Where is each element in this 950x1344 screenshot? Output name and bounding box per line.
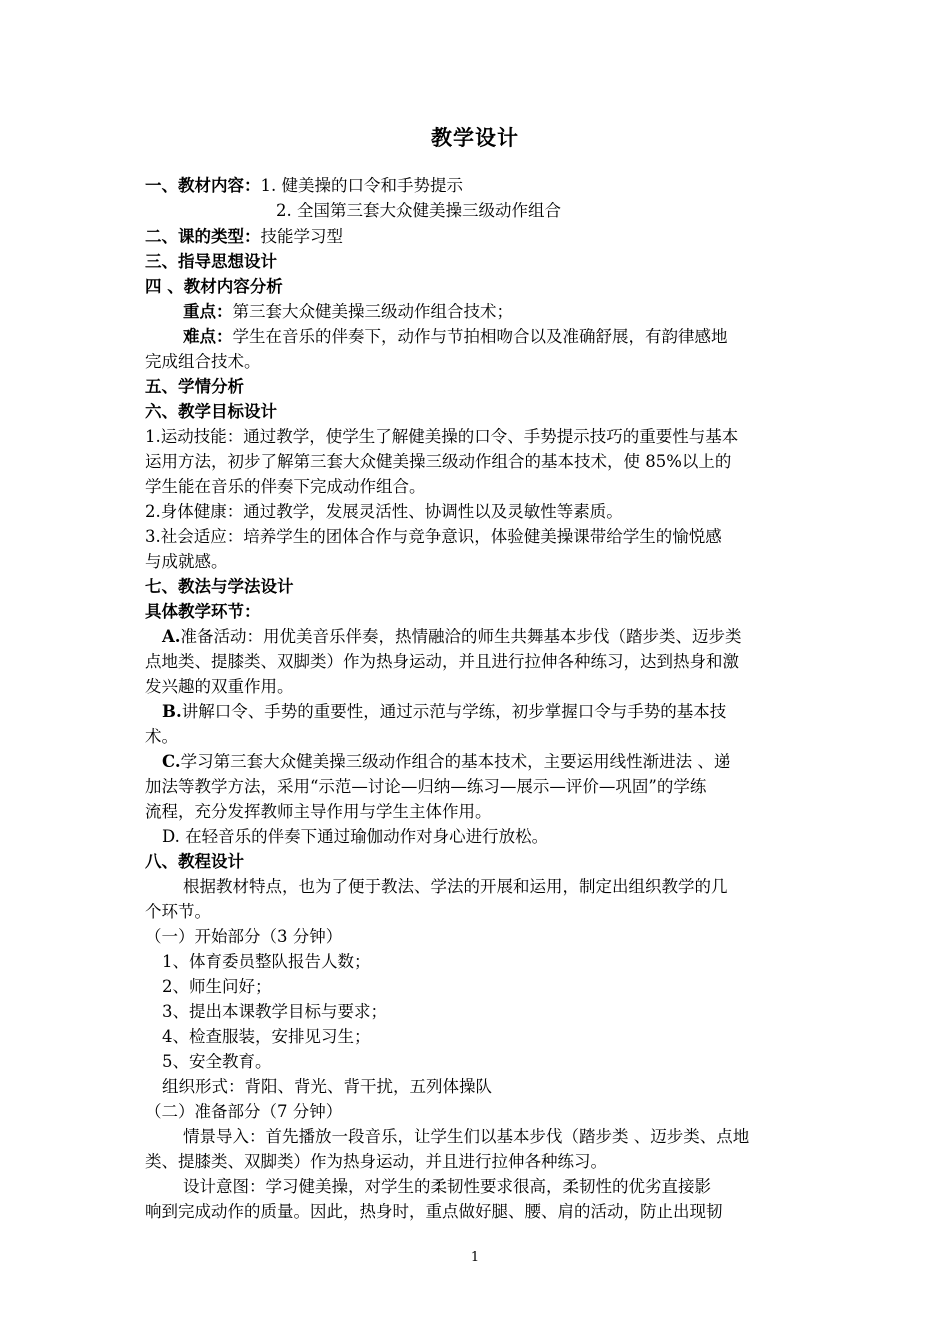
step-b [162, 700, 827, 724]
step-label: C. [162, 752, 181, 771]
list-item: 1、体育委员整队报告人数； [162, 952, 371, 971]
section-heading: 三、指导思想设计 [145, 252, 277, 271]
subheading: 具体教学环节： [145, 602, 261, 621]
step-text: 准备活动：用优美音乐伴奏，热情融洽的师生共舞基本步伐（踏步类、迈步类 [180, 627, 742, 646]
step-a [162, 625, 827, 649]
paragraph-line: 3.社会适应：培养学生的团体合作与竞争意识，体验健美操课带给学生的愉悦感 [145, 527, 722, 546]
step-text: 讲解口令、手势的重要性，通过示范与学练，初步掌握口令与手势的基本技 [181, 702, 727, 721]
difficulty-text: 学生在音乐的伴奏下，动作与节拍相吻合以及准确舒展，有韵律感地 [232, 327, 728, 346]
paragraph-line: 点地类、提膝类、双脚类）作为热身运动，并且进行拉伸各种练习，达到热身和激 [145, 652, 739, 671]
step-label: A. [162, 627, 181, 646]
key-point [183, 300, 848, 324]
part-heading: （一）开始部分（3 分钟） [145, 927, 343, 946]
step-label: B. [162, 702, 182, 721]
document-title: 教学设计 [431, 126, 519, 150]
section-heading: 四 、教材内容分析 [145, 277, 283, 296]
paragraph-line: 发兴趣的双重作用。 [145, 677, 294, 696]
section-heading: 二、课的类型： [145, 227, 261, 246]
list-item: 3、提出本课教学目标与要求； [162, 1002, 387, 1021]
paragraph-line: 流程，充分发挥教师主导作用与学生主体作用。 [145, 802, 492, 821]
step-d: D. 在轻音乐的伴奏下通过瑜伽动作对身心进行放松。 [162, 827, 549, 846]
paragraph-line: 与成就感。 [145, 552, 228, 571]
content-item: 1. 健美操的口令和手势提示 [260, 176, 463, 195]
content-item: 2. 全国第三套大众健美操三级动作组合 [276, 201, 561, 220]
paragraph-line: 设计意图：学习健美操，对学生的柔韧性要求很高，柔韧性的优劣直接影 [183, 1177, 711, 1196]
key-label: 重点： [183, 302, 233, 321]
section-2-line [145, 225, 810, 249]
paragraph-line: 2.身体健康：通过教学，发展灵活性、协调性以及灵敏性等素质。 [145, 502, 623, 521]
paragraph-line: 学生能在音乐的伴奏下完成动作组合。 [145, 477, 426, 496]
section-heading: 一、教材内容： [145, 176, 261, 195]
difficulty-label: 难点： [183, 327, 233, 346]
list-item: 5、安全教育。 [162, 1052, 272, 1071]
key-text: 第三套大众健美操三级动作组合技术； [232, 302, 513, 321]
page-number: 1 [470, 1250, 480, 1265]
section-1-line [145, 174, 810, 198]
section-heading: 七、教法与学法设计 [145, 577, 294, 596]
step-text: 学习第三套大众健美操三级动作组合的基本技术，主要运用线性渐进法 、递 [180, 752, 731, 771]
paragraph-line: 完成组合技术。 [145, 352, 261, 371]
paragraph-line: 响到完成动作的质量。因此，热身时，重点做好腿、腰、肩的活动，防止出现韧 [145, 1202, 723, 1221]
organization-form: 组织形式：背阳、背光、背干扰，五列体操队 [162, 1077, 492, 1096]
paragraph-line: 1.运动技能：通过教学，使学生了解健美操的口令、手势提示技巧的重要性与基本 [145, 427, 739, 446]
paragraph-line: 情景导入：首先播放一段音乐，让学生们以基本步伐（踏步类 、迈步类、点地 [183, 1127, 750, 1146]
list-item: 2、师生问好； [162, 977, 272, 996]
section-heading: 六、教学目标设计 [145, 402, 277, 421]
paragraph-line: 类、提膝类、双脚类）作为热身运动，并且进行拉伸各种练习。 [145, 1152, 607, 1171]
paragraph-line: 运用方法，初步了解第三套大众健美操三级动作组合的基本技术，使 85%以上的 [145, 452, 732, 471]
list-item: 4、检查服装，安排见习生； [162, 1027, 371, 1046]
lesson-type: 技能学习型 [260, 227, 343, 246]
section-heading: 五、学情分析 [145, 377, 244, 396]
paragraph-line: 个环节。 [145, 902, 211, 921]
difficulty-point [183, 325, 848, 349]
part-heading: （二）准备部分（7 分钟） [145, 1102, 343, 1121]
section-heading: 八、教程设计 [145, 852, 244, 871]
paragraph-line: 术。 [145, 727, 178, 746]
paragraph-line: 根据教材特点，也为了便于教法、学法的开展和运用，制定出组织教学的几 [183, 877, 728, 896]
step-c [162, 750, 827, 774]
paragraph-line: 加法等教学方法，采用“示范—讨论—归纳—练习—展示—评价—巩固”的学练 [145, 777, 707, 796]
